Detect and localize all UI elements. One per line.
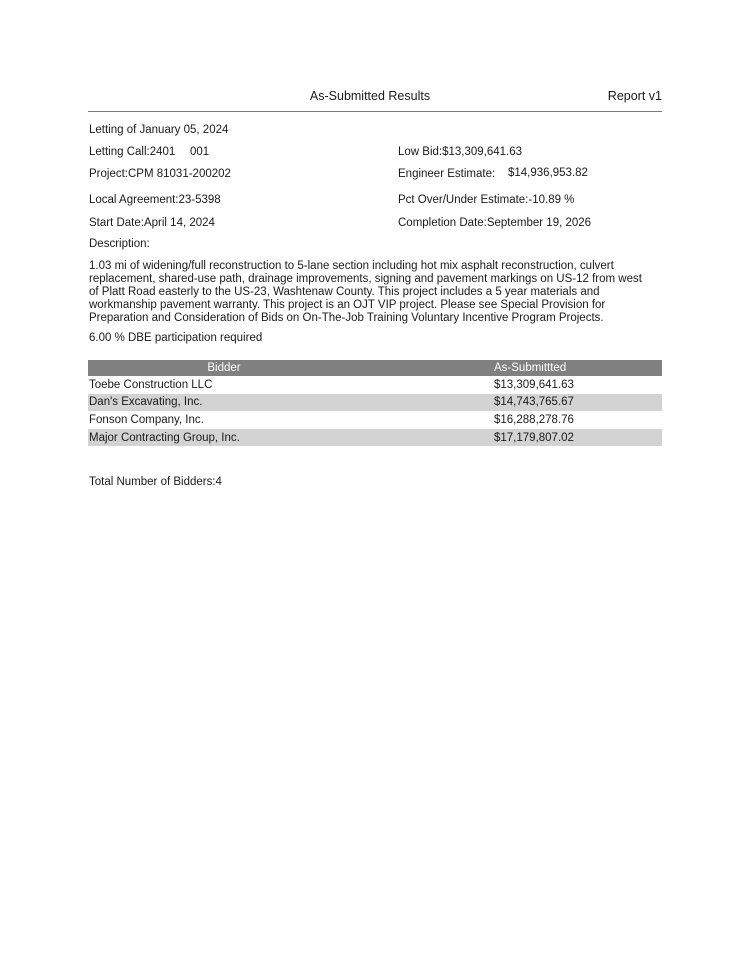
header-divider	[88, 111, 662, 112]
table-row	[88, 376, 662, 394]
letting-date: Letting of January 05, 2024	[89, 124, 229, 136]
column-header-bidder: Bidder	[88, 360, 494, 376]
bidder-name: Toebe Construction LLC	[89, 378, 213, 391]
table-row	[88, 429, 662, 447]
letting-call: Letting Call:2401	[89, 146, 176, 158]
bidder-name: Dan's Excavating, Inc.	[88, 394, 494, 412]
engineer-estimate-label: Engineer Estimate:	[398, 168, 496, 180]
pct-over-under: Pct Over/Under Estimate:-10.89 %	[398, 194, 575, 206]
bid-amount: $16,288,278.76	[494, 413, 574, 426]
project-number: Project:CPM 81031-200202	[89, 168, 231, 180]
start-date: Start Date:April 14, 2024	[89, 217, 215, 229]
bid-amount: $13,309,641.63	[494, 378, 574, 391]
table-header-row	[88, 360, 662, 376]
local-agreement: Local Agreement:23-5398	[89, 194, 221, 206]
low-bid: Low Bid:$13,309,641.63	[398, 146, 523, 158]
column-header-amount: As-Submittted	[494, 360, 662, 376]
bidder-name: Major Contracting Group, Inc.	[88, 429, 494, 447]
completion-date: Completion Date:September 19, 2026	[398, 217, 592, 229]
description-label: Description:	[89, 238, 150, 250]
letting-call-number: 001	[190, 146, 210, 158]
bid-amount: $17,179,807.02	[494, 429, 662, 447]
bidder-name: Fonson Company, Inc.	[89, 413, 204, 426]
bid-amount: $14,743,765.67	[494, 394, 662, 412]
description-text: 1.03 mi of widening/full reconstruction to 5-lane section including hot mix asphalt reconstruction, culvert replacement, shared-use path, drainage improvements, signing and pavement markings on US-12 from west of Platt Road easterly to the US-23, Washtenaw County. This project includes a 5 year materials and workmanship pavement warranty. This project is an OJT VIP project. Please see Special Provision for Preparation and Consideration of Bids on On-The-Job Training Voluntary Incentive Program Projects.	[89, 260, 642, 324]
table-row	[88, 394, 662, 412]
dbe-requirement: 6.00 % DBE participation required	[89, 332, 263, 344]
table-row	[88, 411, 662, 429]
report-title: As-Submitted Results	[309, 89, 431, 103]
report-version: Report v1	[607, 89, 662, 103]
total-bidders: Total Number of Bidders:4	[89, 476, 222, 488]
bid-results-table	[88, 360, 662, 446]
engineer-estimate-value: $14,936,953.82	[508, 167, 588, 179]
